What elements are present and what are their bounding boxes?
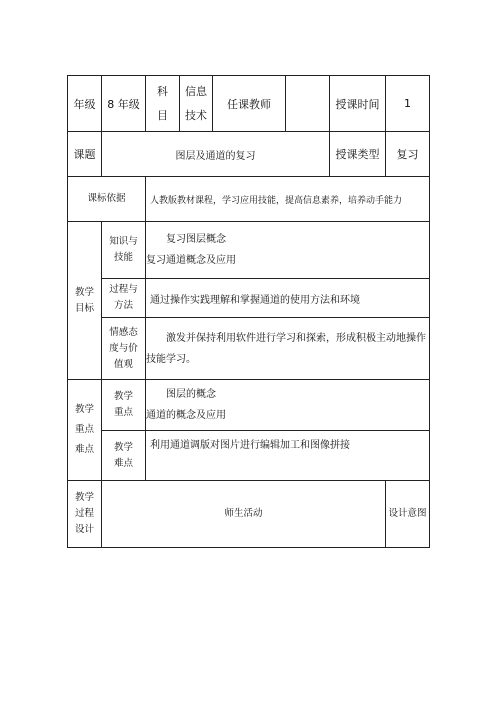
activity-header: 师生活动 — [102, 481, 386, 548]
difficulty-row — [68, 431, 430, 481]
subject-label: 科 目 — [146, 76, 180, 132]
focus-label: 教学 重点 — [102, 380, 146, 431]
process-method-label: 过程与 方法 — [102, 279, 146, 318]
basis-label: 课标依据 — [68, 177, 146, 222]
emotion-row — [68, 318, 430, 380]
topic-label: 课题 — [68, 132, 102, 177]
subject-value: 信息 技术 — [180, 76, 213, 132]
basis-row — [68, 177, 430, 222]
focus-row — [68, 380, 430, 431]
emotion-label: 情感态 度与价 值观 — [102, 318, 146, 380]
design-intent-header: 设计意图 — [386, 481, 430, 548]
type-label: 授课类型 — [330, 132, 386, 177]
knowledge-row — [68, 222, 430, 279]
hours-label: 授课时间 — [330, 76, 386, 132]
process-method-row — [68, 279, 430, 318]
focus-content: 图层的概念 通道的概念及应用 — [146, 380, 430, 431]
hours-value: 1 — [386, 76, 430, 132]
basis-value: 人教版教材课程，学习应用技能，提高信息素养，培养动手能力 — [146, 177, 430, 222]
emotion-content: 激发并保持利用软件进行学习和探索，形成积极主动地操作技能学习。 — [146, 318, 430, 380]
grade-label: 年级 — [68, 76, 102, 132]
lesson-plan-table — [67, 75, 430, 548]
type-value: 复习 — [386, 132, 430, 177]
teacher-label: 任课教师 — [213, 76, 286, 132]
difficulty-label: 教学 难点 — [102, 431, 146, 481]
process-method-content: 通过操作实践理解和掌握通道的使用方法和环境 — [146, 279, 430, 318]
process-design-label: 教学 过程 设计 — [68, 481, 102, 548]
process-design-row — [68, 481, 430, 548]
topic-row — [68, 132, 430, 177]
key-points-label: 教学 重点 难点 — [68, 380, 102, 481]
grade-value: 8 年级 — [102, 76, 146, 132]
header-row — [68, 76, 430, 132]
topic-value: 图层及通道的复习 — [102, 132, 330, 177]
knowledge-label: 知识与 技能 — [102, 222, 146, 279]
objectives-label: 教学 目标 — [68, 222, 102, 380]
knowledge-content: 复习图层概念 复习通道概念及应用 — [146, 222, 430, 279]
teacher-value — [286, 76, 330, 132]
difficulty-content: 利用通道调版对图片进行编辑加工和图像拼接 — [146, 431, 430, 481]
